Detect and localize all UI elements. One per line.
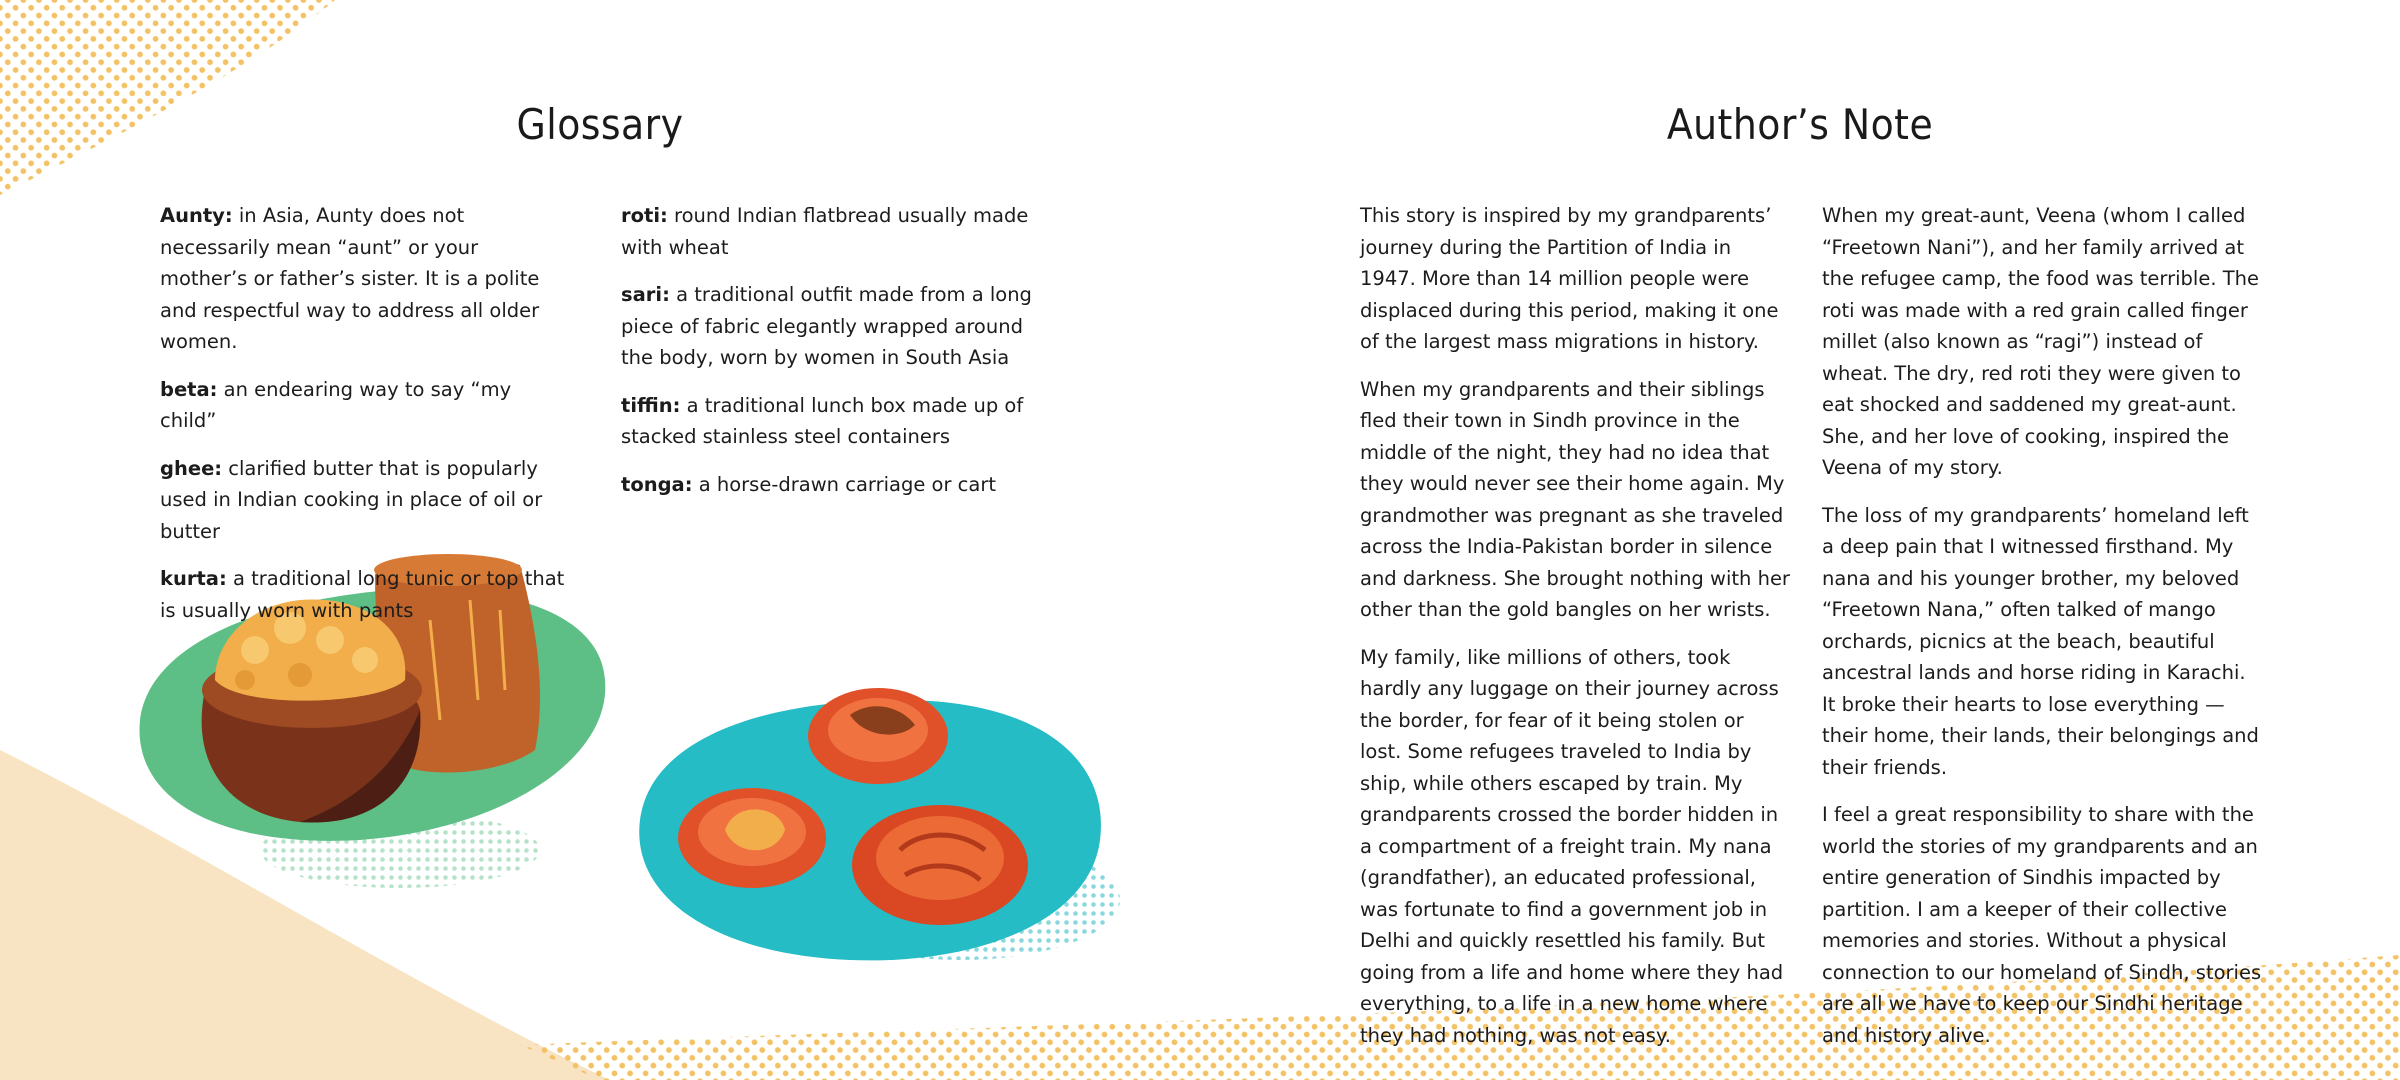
glossary-definition: a traditional long tunic or top that is usually worn with pants xyxy=(160,567,565,622)
glossary-entry xyxy=(160,374,570,437)
note-paragraph: When my great-aunt, Veena (whom I called “Freetown Nani”), and her family arrived at the refugee camp, the food was terrible. The roti was made with a red grain called finger millet (also known as “ragi”) instead of wheat. The dry, red roti they were given to eat shocked and saddened my great-aunt. She, and her love of cooking, inspired the Veena of my story. xyxy=(1822,204,2259,479)
glossary-entry xyxy=(621,390,1051,453)
authors-note-column-2 xyxy=(1822,200,2262,1067)
note-paragraph: When my grandparents and their siblings fled their town in Sindh province in the middle of the night, they had no idea that they would never see their home again. My grandmother was pregnant as she traveled across the India-Pakistan border in silence and darkness. She brought nothing with her other than the gold bangles on her wrists. xyxy=(1360,377,1790,621)
glossary-definition: a traditional outfit made from a long piece of fabric elegantly wrapped around the body, worn by women in South Asia xyxy=(621,283,1032,369)
glossary-definition: a horse-drawn carriage or cart xyxy=(692,472,997,496)
glossary-entry xyxy=(621,279,1051,374)
glossary-entry xyxy=(621,200,1051,263)
glossary-term: tonga: xyxy=(621,472,693,496)
glossary-entry xyxy=(160,453,570,548)
glossary-term: tiffin: xyxy=(621,393,681,417)
glossary-column-2 xyxy=(621,200,1051,516)
glossary-term: beta: xyxy=(160,377,218,401)
glossary-term: Aunty: xyxy=(160,204,233,227)
glossary-entry xyxy=(160,200,570,358)
glossary-definition: clarified butter that is popularly used in Indian cooking in place of oil or butter xyxy=(160,456,543,543)
glossary-term: sari: xyxy=(621,283,670,306)
glossary-entry xyxy=(621,469,1051,501)
glossary-definition: in Asia, Aunty does not necessarily mean “aunt” or your mother’s or father’s sister. It is a polite and respectful way to address all older women. xyxy=(160,204,540,353)
glossary-entry xyxy=(160,563,570,626)
glossary-definition: a traditional lunch box made up of stacked stainless steel containers xyxy=(621,393,1024,448)
note-paragraph: I feel a great responsibility to share with the world the stories of my grandparents and an entire generation of Sindhis impacted by partition. I am a keeper of their collective memories and stories. Without a physical connection to our homeland of Sindh, stories are all we have to keep our Sindhi heritage and history alive. xyxy=(1822,803,2262,1047)
authors-note-title: Author’s Note xyxy=(1666,100,1934,149)
glossary-term: kurta: xyxy=(160,567,227,590)
dotted-corner-top-left xyxy=(0,0,335,195)
glossary-term: ghee: xyxy=(160,456,223,480)
glossary-definition: an endearing way to say “my child” xyxy=(160,377,512,432)
roti-plate-illustration xyxy=(639,688,1120,960)
glossary-term: roti: xyxy=(621,204,668,227)
note-paragraph: This story is inspired by my grandparents’ journey during the Partition of India in 1947. More than 14 million people were displaced during this period, making it one of the largest mass migrations in history. xyxy=(1360,204,1779,353)
glossary-column-1 xyxy=(160,200,570,642)
note-paragraph: My family, like millions of others, took hardly any luggage on their journey across the border, for fear of it being stolen or lost. Some refugees traveled to India by ship, while others escaped by train. My grandparents crossed the border hidden in a compartment of a freight train. My nana (grandfather), an educated professional, was fortunate to find a government job in Delhi and quickly resettled his family. But going from a life and home where they had everything, to a life in a new home where they had nothing, was not easy. xyxy=(1360,645,1784,1047)
note-paragraph: The loss of my grandparents’ homeland left a deep pain that I witnessed firsthand. My nana and his younger brother, my beloved “Freetown Nana,” often talked of mango orchards, picnics at the beach, beautiful ancestral lands and horse riding in Karachi. It broke their hearts to lose everything — their home, their lands, their belongings and their friends. xyxy=(1822,503,2259,779)
authors-note-column-1 xyxy=(1360,200,1790,1067)
glossary-title: Glossary xyxy=(516,100,684,149)
glossary-definition: round Indian flatbread usually made with wheat xyxy=(621,204,1029,259)
